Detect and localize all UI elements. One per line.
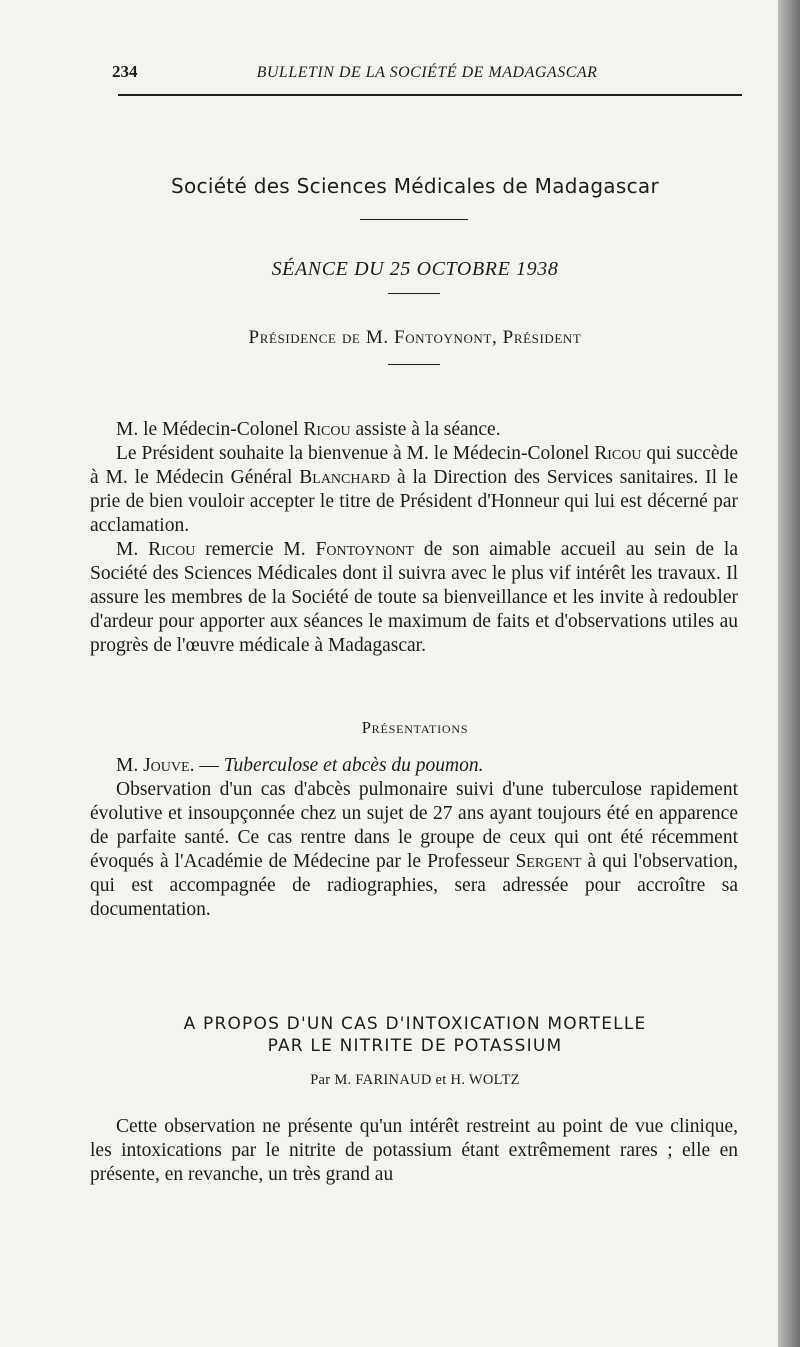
- text-run: remercie M.: [195, 539, 316, 560]
- presidency-prefix: Présidence de M.: [248, 327, 395, 348]
- presentation-body: [90, 778, 738, 922]
- text-run: à qui l'observation, qui est accompagnée de radiographies, sera adressée pour accroître sa documentation.: [90, 851, 739, 920]
- text-run: Par: [310, 1072, 335, 1088]
- text-run: de son aimable accueil au sein de la Société des Sciences Médicales dont il suivra avec le plus vif intérêt les travaux. Il assure les membres de la Société de toute sa bienveillance et les invite à redoubler d'ardeur pour apporter aux séances le maximum de faits et d'observations utiles au progrès de l'œuvre médicale à Madagascar.: [90, 539, 739, 656]
- text-run: Observation d'un cas d'abcès pulmonaire suivi d'une tuberculose rapidement évolutive et insoupçonnée chez un sujet de 27 ans ayant toujours été en apparence de parfaite santé. Ce cas rentre dans le groupe de ceux qui ont été récemment évoqués à l'Académie de Médecine par le Professeur: [90, 779, 738, 872]
- person-name: Ricou: [303, 419, 351, 440]
- journal-title: BULLETIN DE LA SOCIÉTÉ DE MADAGASCAR: [256, 64, 598, 81]
- presidency-suffix: , Président: [491, 327, 582, 348]
- header-rule: [118, 94, 742, 96]
- text-run: M.: [116, 755, 144, 776]
- opening-paragraph-3: [90, 538, 738, 658]
- text-run: à la Direction des Services sanitaires. Il le prie de bien vouloir accepter le titre de Président d'Honneur qui lui est décerné par acclamation.: [90, 467, 739, 536]
- text-run: M. le Médecin-Colonel: [116, 419, 304, 440]
- section-divider: [388, 364, 440, 365]
- text-run: M.: [116, 539, 149, 560]
- article-authors: [90, 1072, 740, 1089]
- session-heading: SÉANCE DU 25 OCTOBRE 1938: [271, 258, 559, 280]
- article-title: [90, 1013, 740, 1057]
- text-run: assiste à la séance.: [350, 419, 501, 440]
- presentation-title: Tuberculose et abcès du poumon.: [223, 755, 484, 776]
- society-heading: Société des Sciences Médicales de Madagascar: [171, 174, 659, 198]
- president-name: Fontoynont: [394, 327, 492, 348]
- text-run: . —: [189, 755, 224, 776]
- person-name: Blanchard: [299, 467, 391, 488]
- text-run: qui succède à M. le Médecin Général: [90, 443, 738, 488]
- presidency-line: [90, 327, 740, 349]
- person-name: Ricou: [594, 443, 642, 464]
- opening-paragraph-2: [90, 442, 738, 538]
- section-divider: [360, 219, 468, 220]
- person-name: Fontoynont: [315, 539, 414, 560]
- article-title-line-1: A PROPOS D'UN CAS D'INTOXICATION MORTELLE: [183, 1014, 647, 1034]
- person-name: Ricou: [148, 539, 196, 560]
- person-name: Jouve: [143, 755, 190, 776]
- opening-paragraph-1: [90, 418, 738, 442]
- page-edge-shadow: [778, 0, 800, 1347]
- presentations-heading: Présentations: [361, 718, 469, 737]
- article-first-paragraph: Cette observation ne présente qu'un intérêt restreint au point de vue clinique, les intoxications par le nitrite de potassium étant extrêmement rares ; elle en présente, en revanche, un très grand au: [90, 1116, 738, 1185]
- author-names: M. FARINAUD et H. WOLTZ: [334, 1072, 520, 1088]
- person-name: Sergent: [515, 851, 582, 872]
- article-title-line-2: PAR LE NITRITE DE POTASSIUM: [267, 1036, 563, 1056]
- text-run: Le Président souhaite la bienvenue à M. le Médecin-Colonel: [116, 443, 595, 464]
- presentation-entry: [90, 754, 738, 778]
- section-divider: [388, 293, 440, 294]
- page-number: 234: [112, 62, 138, 81]
- running-header: [112, 62, 742, 88]
